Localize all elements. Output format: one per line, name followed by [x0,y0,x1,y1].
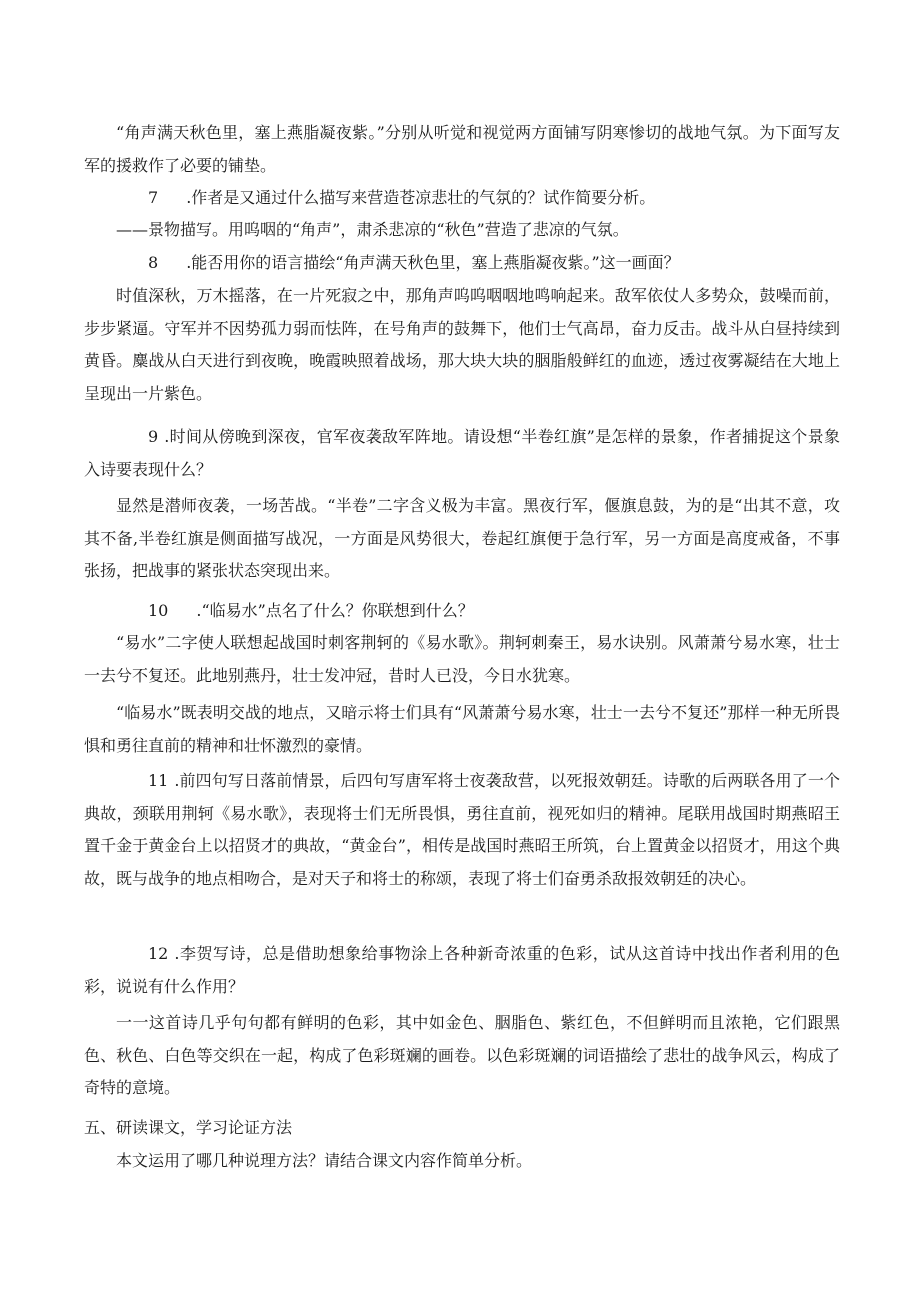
question-12 [84,938,840,1003]
question-number: 7 [148,188,159,207]
question-text: .“临易水”点名了什么？你联想到什么？ [196,601,474,620]
paragraph-answer-6: “角声满天秋色里，塞上燕脂凝夜紫。”分别从听觉和视觉两方面铺写阴寒惨切的战地气氛。为下面写友军的援救作了必要的铺垫。 [84,123,840,175]
question-number: 8 [148,253,159,272]
paragraph-answer-8: 时值深秋，万木摇落，在一片死寂之中，那角声呜呜咽咽地鸣响起来。敌军依仗人多势众，鼓噪而前，步步紧逼。守军并不因势孤力弱而怯阵，在号角声的鼓舞下，他们士气高昂，奋力反击。战斗从白昼持续到黄昏。麋战从白天进行到夜晚，晚霞映照着战场，那大块大块的胭脂般鲜红的血迹，透过夜雾凝结在大地上呈现出一片紫色。 [84,286,840,403]
question-number: 10 [148,601,169,620]
question-text: .作者是又通过什么描写来营造苍凉悲壮的气氛的？试作简要分析。 [186,188,656,207]
question-number: 12 [148,944,169,963]
paragraph-answer-9: 显然是潜师夜袭，一场苦战。“半卷”二字含义极为丰富。黑夜行军，偃旗息鼓，为的是“出其不意，攻其不备,半卷红旗是侧面描写战况，一方面是风势很大，卷起红旗便于急行军，另一方面是高度戒备，不事张扬，把战事的紧张状态突现出来。 [84,496,840,580]
question-7 [84,182,840,215]
section-heading-5: 五、研读课文，学习论证方法 [84,1118,293,1137]
question-text: .前四句写日落前情景，后四句写唐军将士夜袭敌营，以死报效朝廷。诗歌的后两联各用了一个典故，颈联用荆轲《易水歌》，表现将士们无所畏惧，勇往直前，视死如归的精神。尾联用战国时期燕昭王置千金于黄金台上以招贤才的典故，“黄金台”，相传是战国时燕昭王所筑，台上置黄金以招贤才，用这个典故，既与战争的地点相吻合，是对天子和将士的称颂，表现了将士们奋勇杀敌报效朝廷的决心。 [84,771,840,888]
question-8 [84,247,840,280]
question-text: .李贺写诗，总是借助想象给事物涂上各种新奇浓重的色彩，试从这首诗中找出作者利用的色彩，说说有什么作用？ [84,944,840,996]
paragraph-answer-7: ——景物描写。用呜咽的“角声”，肃杀悲凉的“秋色”营造了悲凉的气氛。 [116,220,629,239]
paragraph-answer-10b: “临易水”既表明交战的地点，又暗示将士们具有“风萧萧兮易水寒，壮士一去兮不复还”那样一种无所畏惧和勇往直前的精神和壮怀激烈的豪情。 [84,703,840,755]
question-text: .时间从傍晚到深夜，官军夜袭敌军阵地。请设想“半卷红旗”是怎样的景象，作者捕捉这个景象入诗要表现什么？ [84,427,840,479]
paragraph-question-methods: 本文运用了哪几种说理方法？请结合课文内容作简单分析。 [116,1151,533,1170]
question-number: 9 [148,427,159,446]
question-11 [84,765,840,895]
paragraph-answer-12: 一一这首诗几乎句句都有鲜明的色彩，其中如金色、胭脂色、紫红色，不但鲜明而且浓艳，它们跟黑色、秋色、白色等交织在一起，构成了色彩斑斓的画卷。以色彩斑斓的词语描绘了悲壮的战争风云，构成了奇特的意境。 [84,1013,840,1097]
question-9 [84,421,840,486]
paragraph-answer-10a: “易水”二字使人联想起战国时刺客荆轲的《易水歌》。荆轲刺秦王，易水诀别。风萧萧兮易水寒，壮士一去兮不复还。此地别燕丹，壮士发冲冠，昔时人已没，今日水犹寒。 [84,633,840,685]
question-number: 11 [148,771,169,790]
question-text: .能否用你的语言描绘“角声满天秋色里，塞上燕脂凝夜紫。”这一画面？ [186,253,680,272]
question-10 [84,595,840,628]
